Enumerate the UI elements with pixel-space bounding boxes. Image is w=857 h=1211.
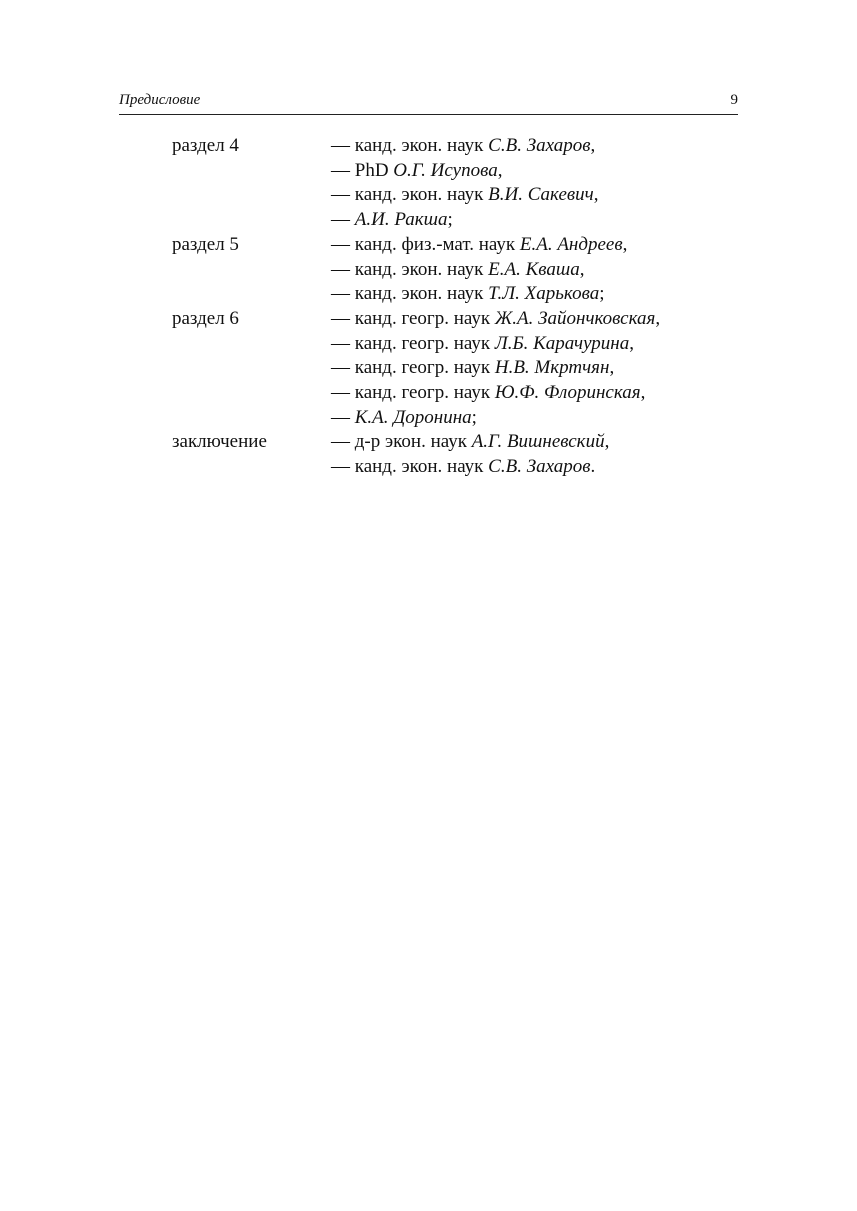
contributor-name: С.В. Захаров (488, 135, 591, 156)
section-label: раздел 6 (172, 307, 239, 329)
contributor-punctuation: ; (447, 209, 453, 231)
contributor-entries (331, 430, 732, 479)
running-title: Предисловие (119, 92, 201, 108)
section-label: раздел 5 (172, 233, 239, 255)
contributor-name: Н.В. Мкртчян (494, 357, 610, 379)
section-group (172, 233, 732, 307)
section-label: заключение (172, 431, 267, 453)
contributor-degree: — канд. экон. наук (331, 258, 489, 280)
section-group (172, 430, 732, 479)
contributor-punctuation: . (590, 456, 596, 478)
contributor-entry (331, 134, 732, 159)
contributor-entry (331, 430, 732, 455)
contributor-entry (331, 332, 732, 357)
contributor-entry (331, 307, 732, 332)
section-group (172, 307, 732, 431)
contributor-name: С.В. Захаров (488, 456, 591, 478)
contributor-entry (331, 159, 732, 184)
contributor-entry (331, 381, 732, 406)
contributor-punctuation: , (655, 307, 661, 329)
contributor-degree: — канд. экон. наук (331, 135, 489, 156)
page-number: 9 (730, 92, 738, 108)
section-label: раздел 4 (172, 135, 239, 156)
contributor-name: Ю.Ф. Флоринская (494, 382, 641, 404)
contributor-entries (331, 134, 732, 233)
contributor-name: Е.А. Андреев (519, 233, 623, 255)
contributor-degree: — канд. геогр. наук (331, 332, 495, 354)
contributor-degree: — д-р экон. наук (331, 431, 472, 453)
contributor-punctuation: , (609, 357, 615, 379)
contributor-entry (331, 208, 732, 233)
contributor-name: Ж.А. Зайончковская (494, 307, 656, 329)
contributor-punctuation: , (497, 159, 503, 181)
contributor-name: Т.Л. Харькова (488, 283, 600, 305)
contributor-name: А.И. Ракша (354, 209, 448, 231)
contributor-punctuation: , (590, 135, 596, 156)
contributor-punctuation: ; (599, 283, 605, 305)
contributor-entries (331, 307, 732, 431)
contributor-punctuation: , (604, 431, 610, 453)
contributor-punctuation: , (622, 233, 628, 255)
contributor-punctuation: , (579, 258, 585, 280)
contributor-degree: — канд. экон. наук (331, 184, 489, 206)
contributor-punctuation: , (593, 184, 599, 206)
contributor-degree: — канд. экон. наук (331, 456, 489, 478)
contributor-degree: — канд. физ.-мат. наук (331, 233, 520, 255)
contributor-entry (331, 233, 732, 258)
contributor-entry (331, 258, 732, 283)
contributor-name: О.Г. Исупова (393, 159, 498, 181)
contributor-degree: — PhD (331, 159, 394, 181)
running-head (119, 90, 738, 115)
contributor-name: В.И. Сакевич (488, 184, 594, 206)
contributor-list (172, 134, 732, 480)
contributor-degree: — (331, 406, 355, 428)
contributor-entry (331, 406, 732, 431)
section-group (172, 134, 732, 233)
contributor-entry (331, 356, 732, 381)
contributor-name: Л.Б. Карачурина (494, 332, 630, 354)
contributor-entry (331, 455, 732, 480)
contributor-name: А.Г. Вишневский (471, 431, 605, 453)
contributor-entry (331, 282, 732, 307)
contributor-degree: — канд. экон. наук (331, 283, 489, 305)
contributor-punctuation: ; (471, 406, 477, 428)
contributor-degree: — канд. геогр. наук (331, 382, 495, 404)
contributor-punctuation: , (629, 332, 634, 354)
contributor-entries (331, 233, 732, 307)
contributor-degree: — (331, 209, 355, 231)
contributor-degree: — канд. геогр. наук (331, 307, 495, 329)
contributor-name: Е.А. Кваша (488, 258, 580, 280)
contributor-name: К.А. Доронина (354, 406, 472, 428)
contributor-entry (331, 183, 732, 208)
contributor-punctuation: , (640, 382, 646, 404)
contributor-degree: — канд. геогр. наук (331, 357, 495, 379)
